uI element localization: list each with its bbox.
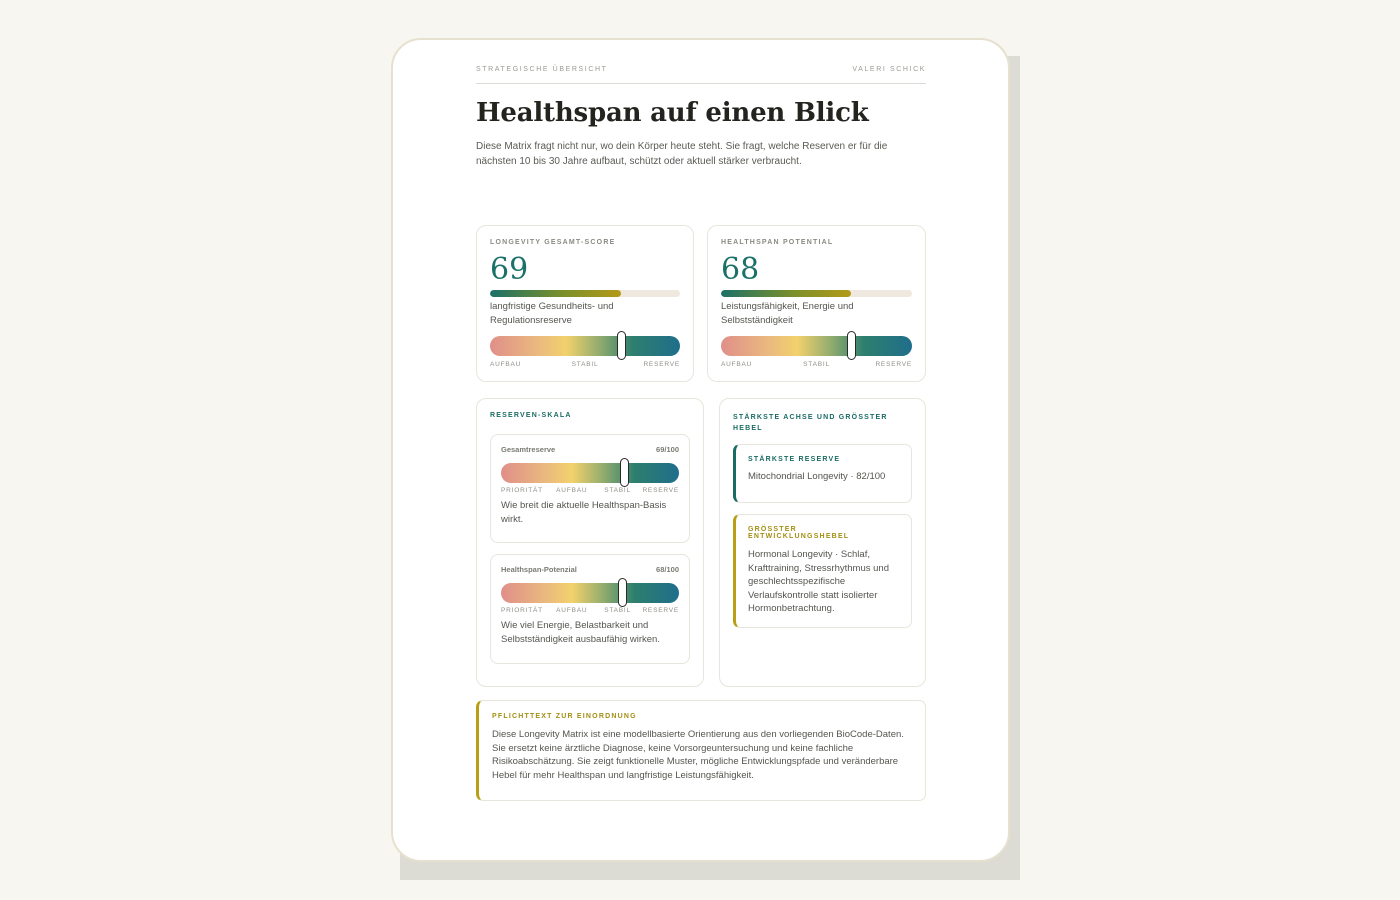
reserve-scale-card (476, 398, 704, 687)
reserve-scale-heading: RESERVEN-SKALA (490, 412, 572, 419)
reserve-item-total (490, 434, 690, 543)
reserve-item-potential (490, 554, 690, 664)
score-progress-fill (490, 290, 621, 297)
disclaimer-box (476, 700, 926, 801)
scale-marker (847, 331, 856, 360)
score-progress-fill (721, 290, 851, 297)
scale-marker (617, 331, 626, 360)
score-description: Leistungsfähigkeit, Energie und Selbstständigkeit (721, 301, 854, 326)
healthspan-potential-card (707, 225, 926, 382)
development-lever-box (733, 514, 912, 628)
running-header-left: STRATEGISCHE ÜBERSICHT (476, 66, 608, 73)
scale-gradient-bar (490, 336, 680, 356)
tick-label: RESERVE (875, 361, 912, 368)
axis-lever-heading: STÄRKSTE ACHSE UND GRÖSSTER HEBEL (733, 414, 888, 432)
scale-ticks (501, 607, 679, 616)
scale-ticks (721, 361, 912, 371)
reserve-item-label: Healthspan-Potenzial (501, 565, 577, 574)
running-header-right: VALERI SCHICK (852, 66, 926, 73)
tick-label: STABIL (604, 487, 631, 494)
tick-label: AUFBAU (556, 607, 588, 614)
score-card-label: LONGEVITY GESAMT-SCORE (490, 239, 616, 246)
tick-label: STABIL (604, 607, 631, 614)
tick-label: STABIL (803, 361, 830, 368)
score-description: langfristige Gesundheits- und Regulationsreserve (490, 301, 614, 326)
score-progress-bar (721, 290, 912, 297)
reserve-item-description: Wie viel Energie, Belastbarkeit und Selbstständigkeit ausbaufähig wirken. (501, 620, 660, 645)
score-value: 69 (490, 252, 529, 287)
longevity-score-card (476, 225, 694, 382)
reserve-item-description: Wie breit die aktuelle Healthspan-Basis wirkt. (501, 500, 667, 525)
disclaimer-text: Diese Longevity Matrix ist eine modellbasierte Orientierung aus den vorliegenden BioCode-Daten. Sie ersetzt keine ärztliche Diagnose, keine Vorsorgeuntersuchung und keine fachliche Risikoabschätzung. Sie zeigt funktionelle Muster, mögliche Entwicklungspfade und veränderbare Hebel für mehr Healthspan und langfristige Leistungsfähigkeit. (492, 729, 904, 782)
scale-gradient-bar (501, 583, 679, 603)
scale-marker (620, 458, 629, 487)
reserve-item-value: 69/100 (656, 445, 679, 454)
scale-gradient-bar (721, 336, 912, 356)
intro-text: Diese Matrix fragt nicht nur, wo dein Körper heute steht. Sie fragt, welche Reserven er für die nächsten 10 bis 30 Jahre aufbaut, schützt oder aktuell stärker verbraucht. (476, 141, 888, 167)
tick-label: STABIL (571, 361, 599, 368)
score-progress-bar (490, 290, 680, 297)
score-card-label: HEALTHSPAN POTENTIAL (721, 239, 834, 246)
strongest-reserve-text: Mitochondrial Longevity · 82/100 (748, 471, 886, 482)
tick-label: AUFBAU (490, 361, 522, 368)
reserve-item-header (501, 565, 679, 577)
development-lever-label: GRÖSSTER ENTWICKLUNGSHEBEL (748, 526, 850, 540)
scale-marker (618, 578, 627, 607)
scale-ticks (501, 487, 679, 496)
tick-label: PRIORITÄT (501, 487, 543, 494)
tick-label: RESERVE (642, 487, 679, 494)
strongest-reserve-label: STÄRKSTE RESERVE (748, 456, 841, 463)
page-title: Healthspan auf einen Blick (476, 98, 869, 128)
score-value: 68 (721, 252, 760, 287)
tick-label: RESERVE (642, 607, 679, 614)
disclaimer-label: PFLICHTTEXT ZUR EINORDNUNG (492, 713, 637, 720)
scale-ticks (490, 361, 680, 371)
scale-gradient-bar (501, 463, 679, 483)
report-page (391, 38, 1010, 862)
running-header (476, 40, 926, 84)
tick-label: PRIORITÄT (501, 607, 543, 614)
tick-label: AUFBAU (556, 487, 588, 494)
strongest-reserve-box (733, 444, 912, 503)
reserve-item-label: Gesamtreserve (501, 445, 556, 454)
tick-label: RESERVE (643, 361, 680, 368)
reserve-item-value: 68/100 (656, 565, 679, 574)
page-content (476, 40, 926, 782)
tick-label: AUFBAU (721, 361, 753, 368)
axis-lever-card (719, 398, 926, 687)
development-lever-text: Hormonal Longevity · Schlaf, Krafttraining, Stressrhythmus und geschlechtsspezifische Verlaufskontrolle statt isolierter Hormonbetrachtung. (748, 549, 889, 614)
reserve-item-header (501, 445, 679, 457)
